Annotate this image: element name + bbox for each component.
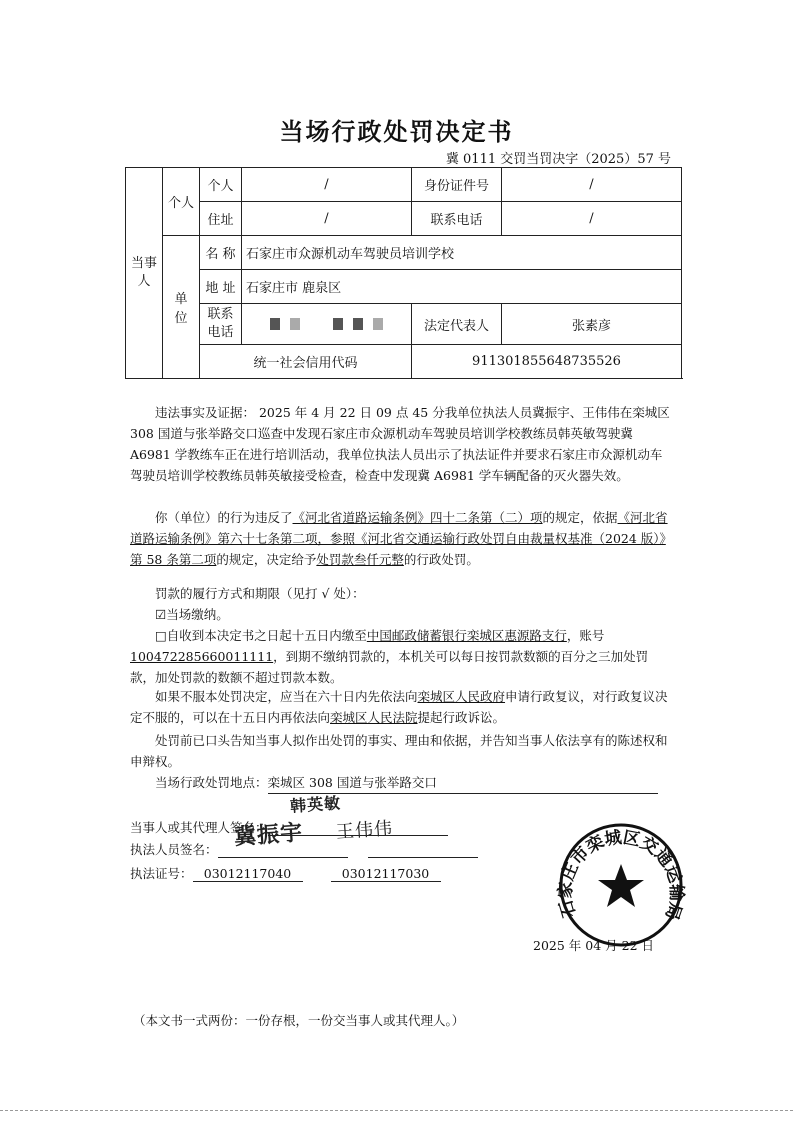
unit-phone-label: 联系电话 (200, 304, 242, 345)
individual-label: 个人 (163, 168, 200, 236)
payment-option-bank (130, 625, 670, 688)
redaction-block (333, 318, 343, 330)
payment-option-text-1: □自收到本决定书之日起十五日内缴至 (155, 628, 367, 643)
violation-facts: 违法事实及证据： 2025 年 4 月 22 日 09 点 45 分我单位执法人员冀振宇、王伟伟在栾城区 308 国道与张举路交口巡查中发现石家庄市众源机动车驾驶员培训学校教练员韩英敏驾驶冀 A6981 学教练车正在进行培训活动，我单位执法人员出示了执法证件并要求石家庄市众源机动车驾驶员培训学校教练员韩英敏接受检查，检查中发现冀 A6981 学车辆配备的灭火器失效。 (130, 405, 670, 483)
party-signature-label: 当事人或其代理人签名： (130, 820, 268, 835)
appeal-paragraph (130, 686, 670, 728)
decision-text-1: 你（单位）的行为违反了 (155, 510, 293, 525)
individual-phone-label: 联系电话 (412, 202, 502, 236)
handwritten-signature-officer-1: 冀振宇 (233, 819, 304, 851)
document-title: 当场行政处罚决定书 (279, 118, 514, 146)
unit-address-label: 地 址 (200, 270, 242, 304)
decision-date: 2025 年 04 月 22 日 (533, 938, 654, 953)
individual-address-label: 住址 (200, 202, 242, 236)
individual-phone-value: / (502, 202, 682, 236)
redaction-block (290, 318, 300, 330)
individual-name-label: 个人 (200, 168, 242, 202)
payment-option-text-2: ，账号 (566, 628, 605, 643)
decision-text-4: 的行政处罚。 (403, 552, 479, 567)
decision-text-2: 的规定，依据 (542, 510, 618, 525)
unit-phone-value-redacted (242, 304, 412, 345)
credit-code-value: 911301855648735526 (412, 345, 682, 379)
unit-address-value: 石家庄市 鹿泉区 (242, 270, 682, 304)
badge-number-1: 03012117040 (193, 866, 303, 882)
appeal-text-3: 提起行政诉讼。 (417, 710, 506, 725)
appeal-text-1: 如果不服本处罚决定，应当在六十日内先依法向 (155, 689, 418, 704)
legal-rep-value: 张素彦 (502, 304, 682, 345)
handwritten-signature-officer-2: 王伟伟 (335, 818, 394, 843)
payment-option-text-3: ，到期不缴纳罚款的，本机关可以每日按罚款数额的百分之三加处罚款，加处罚款的数额不超过罚款本数。 (130, 649, 649, 685)
decision-paragraph (130, 507, 670, 570)
redaction-block (270, 318, 280, 330)
payment-heading: 罚款的履行方式和期限（见打 √ 处）： (155, 586, 365, 601)
review-authority: 栾城区人民政府 (417, 689, 506, 704)
document-number: 冀 0111 交罚当罚决字（2025）57 号 (445, 152, 671, 167)
redaction-block (353, 318, 363, 330)
official-seal (556, 820, 686, 950)
party-group-label: 当事人 (126, 168, 163, 379)
location-label: 当场行政处罚地点： (155, 775, 268, 790)
court-name: 栾城区人民法院 (330, 710, 418, 725)
handwritten-signature-party: 韩英敏 (289, 793, 342, 816)
decision-text-3: 的规定，决定给予 (216, 552, 317, 567)
officer-signature-line-2 (368, 842, 478, 858)
unit-label: 单 位 (163, 236, 200, 379)
bank-name: 中国邮政储蓄银行栾城区惠源路支行 (366, 628, 567, 643)
redaction-block (373, 318, 383, 330)
notice-paragraph: 处罚前已口头告知当事人拟作出处罚的事实、理由和依据，并告知当事人依法享有的陈述权和申辩权。 (130, 733, 668, 769)
legal-rep-label: 法定代表人 (412, 304, 502, 345)
seal-star-icon (598, 864, 644, 907)
unit-name-value: 石家庄市众源机动车驾驶员培训学校 (242, 236, 682, 270)
law-violated: 《河北省道路运输条例》四十二条第（二）项 (292, 510, 543, 525)
account-number: 100472285660011111 (130, 649, 274, 664)
seal-text: 石家庄市栾城区交通运输局 (556, 827, 686, 923)
location-value: 栾城区 308 国道与张举路交口 (268, 772, 658, 794)
penalty-amount: 处罚款叁仟元整 (316, 552, 404, 567)
badge-number-2: 03012117030 (331, 866, 441, 882)
payment-option-onsite: ☑当场缴纳。 (155, 607, 229, 622)
law-basis: 《河北省道路运输条例》第六十七条第二项，参照《河北省交通运输行政处罚自由裁量权基准（2024 版）》第 58 条第二项 (130, 510, 668, 567)
appeal-text-2: 申请行政复议，对行政复议决定不服的，可以在十五日内再依法向 (130, 689, 668, 725)
party-table (125, 167, 682, 379)
badge-row (130, 864, 441, 882)
id-number-value: / (502, 168, 682, 202)
footnote: （本文书一式两份：一份存根，一份交当事人或其代理人。） (133, 1013, 465, 1028)
individual-address-value: / (242, 202, 412, 236)
badge-label: 执法证号： (130, 866, 193, 881)
officer-signature-label: 执法人员签名： (130, 842, 218, 857)
location-row (130, 772, 670, 794)
id-number-label: 身份证件号 (412, 168, 502, 202)
credit-code-label: 统一社会信用代码 (200, 345, 412, 379)
cut-line (0, 1110, 793, 1111)
individual-name-value: / (242, 168, 412, 202)
unit-name-label: 名 称 (200, 236, 242, 270)
